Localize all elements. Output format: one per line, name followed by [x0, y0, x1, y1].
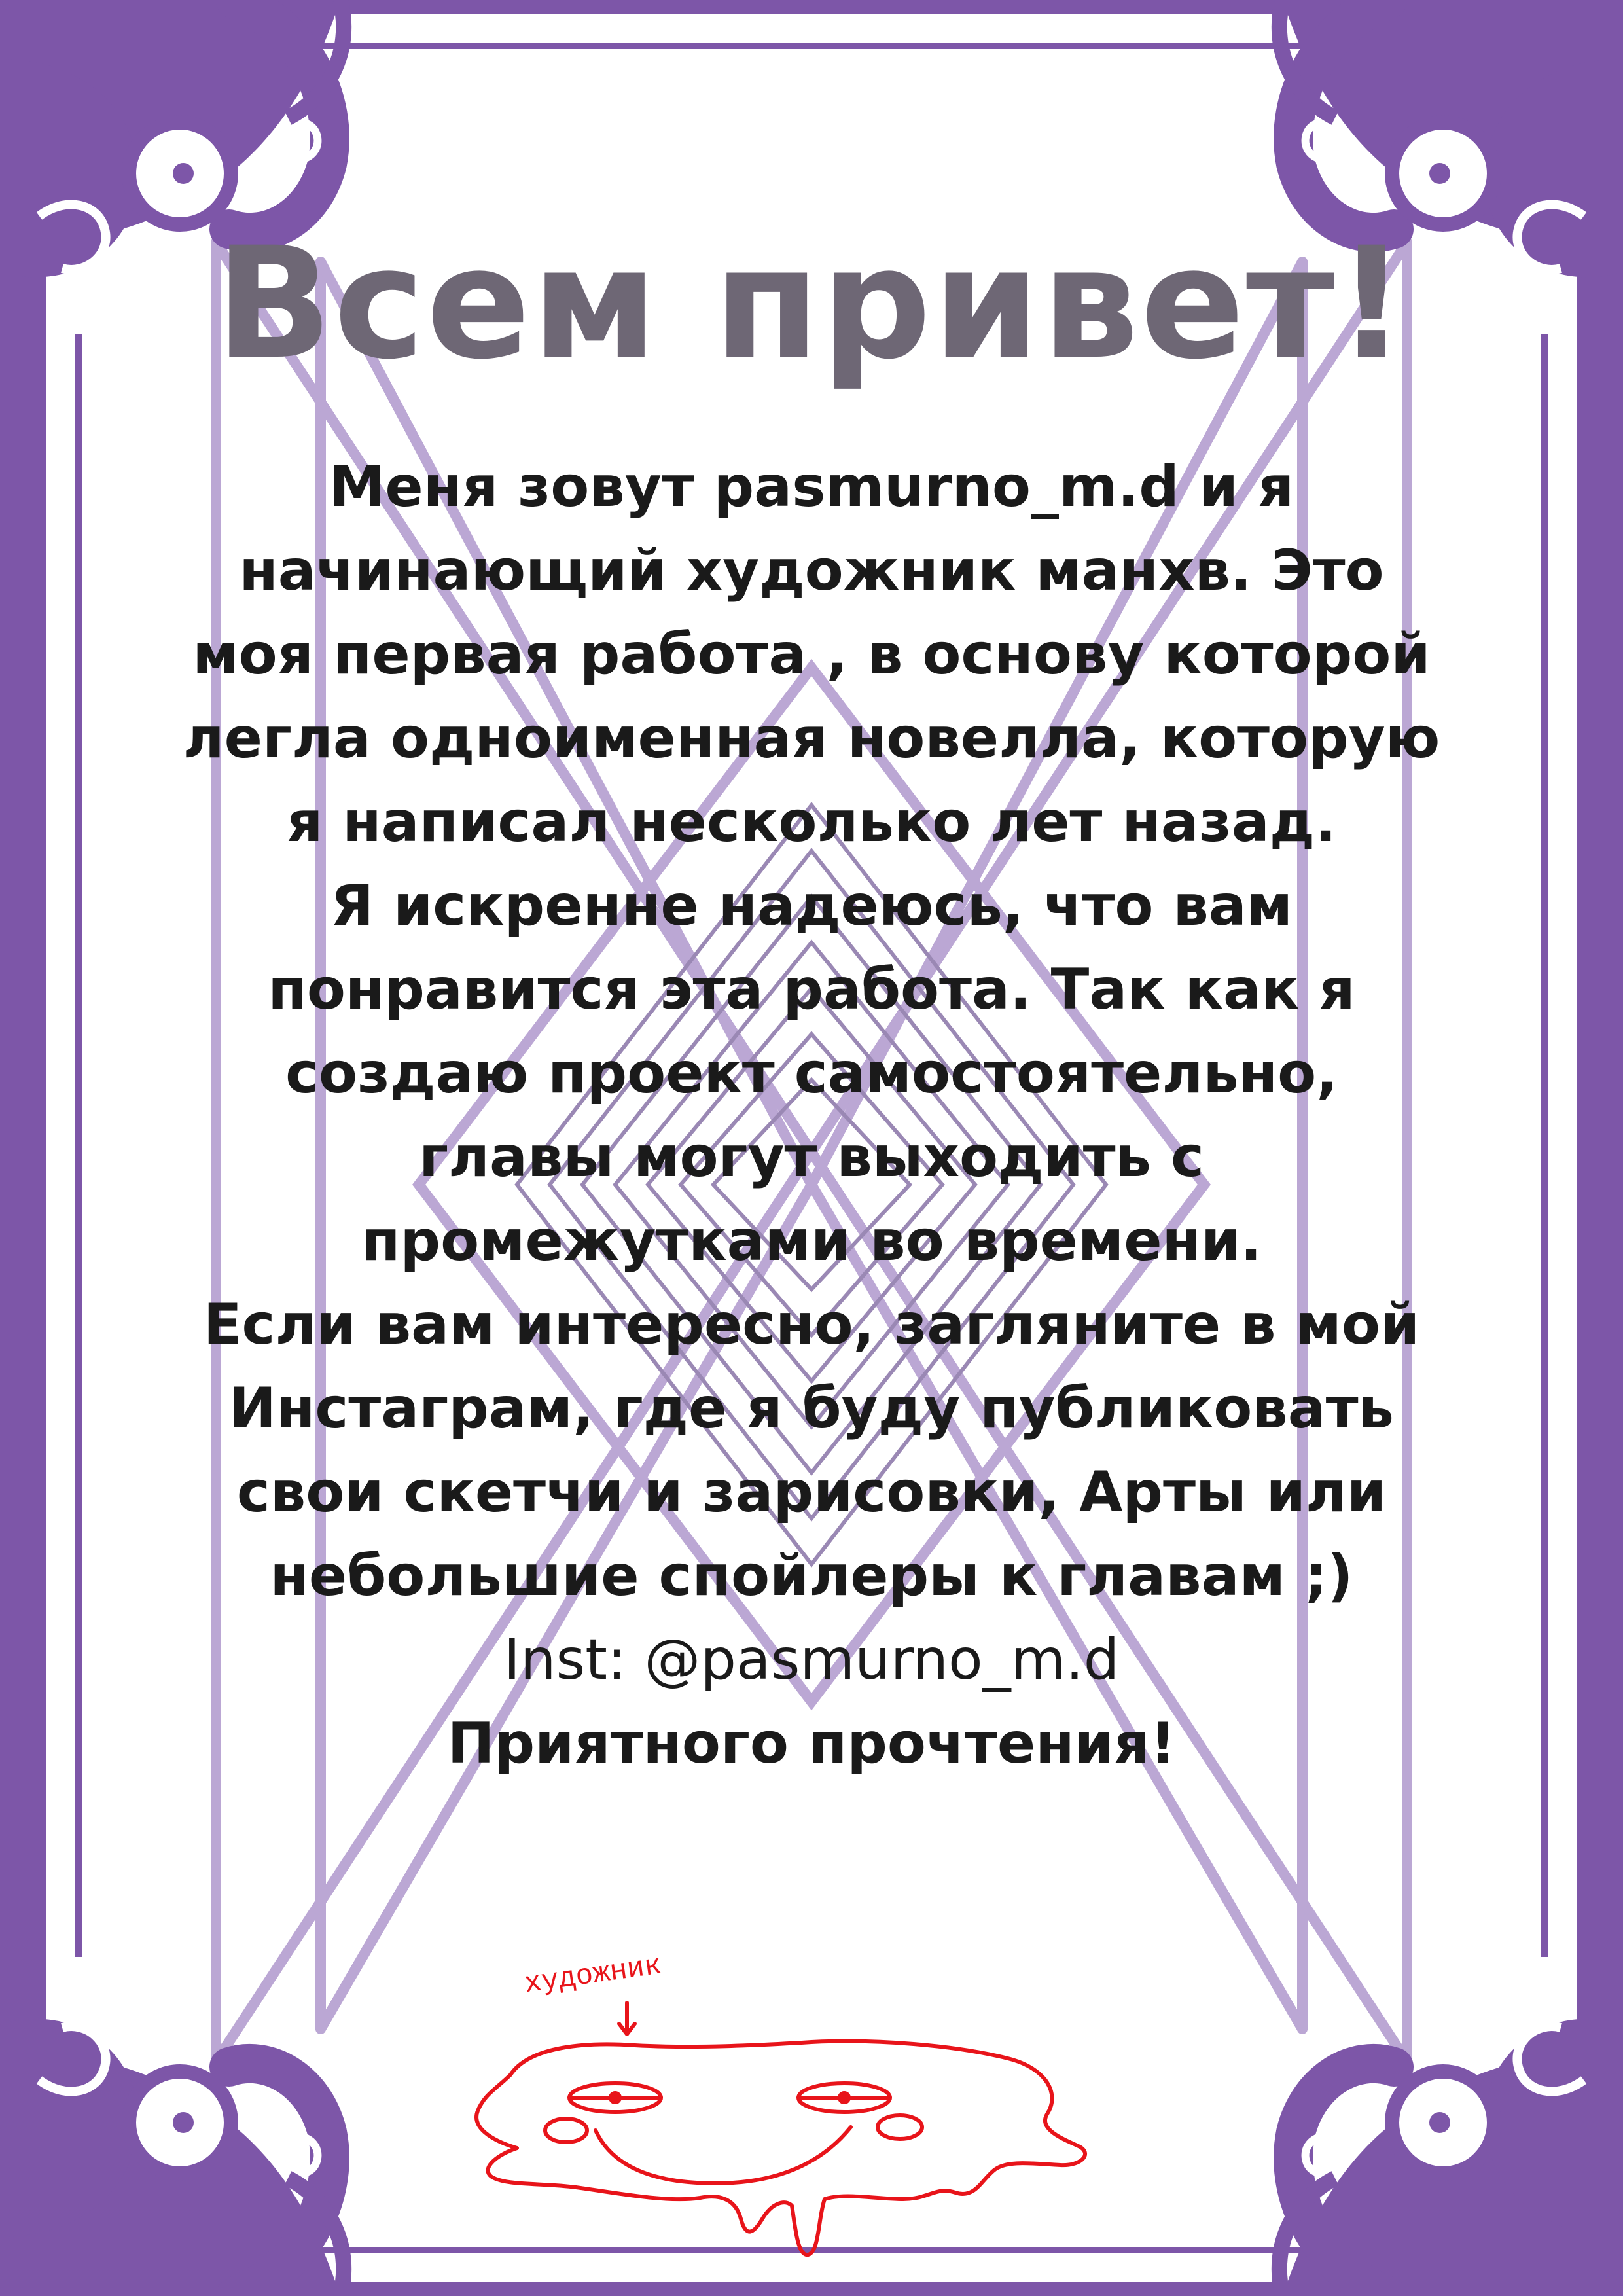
intro-line: Я искренне надеюсь, что вам — [330, 873, 1293, 939]
corner-curl-bottom-right — [1279, 2019, 1623, 2296]
corner-curl-bottom-left — [0, 2019, 344, 2296]
page-title: Всем привет! — [215, 215, 1408, 393]
instagram-handle: Inst: @pasmurno_m.d — [503, 1627, 1120, 1693]
mascot-doodle — [419, 1911, 1204, 2278]
intro-line: Если вам интересно, загляните в мой — [203, 1292, 1420, 1357]
smile-icon — [596, 2127, 851, 2183]
intro-line: легла одноименная новелла, которую — [183, 706, 1440, 771]
intro-text — [0, 445, 1623, 1785]
intro-line: промежутками во времени. — [361, 1208, 1262, 1274]
intro-line: небольшие спойлеры к главам ;) — [270, 1543, 1353, 1609]
intro-line: начинающий художник манхв. Это — [239, 538, 1384, 603]
blob-outline — [476, 2041, 1085, 2255]
intro-line: главы могут выходить с — [419, 1124, 1204, 1190]
intro-line: свои скетчи и зарисовки, Арты или — [236, 1460, 1387, 1525]
closing-line: Приятного прочтения! — [447, 1711, 1176, 1776]
left-eye-icon — [569, 2083, 661, 2112]
right-cheek-icon — [878, 2115, 922, 2139]
intro-line: я написал несколько лет назад. — [287, 789, 1336, 855]
left-cheek-icon — [545, 2119, 587, 2142]
right-eye-icon — [798, 2083, 890, 2112]
intro-line: понравится эта работа. Так как я — [268, 957, 1355, 1022]
intro-line: Инстаграм, где я буду публиковать — [229, 1376, 1394, 1441]
intro-line: создаю проект самостоятельно, — [285, 1041, 1338, 1106]
mascot-caption: художник — [522, 1949, 664, 2001]
intro-line: Меня зовут pasmurno_m.d и я — [329, 454, 1294, 520]
intro-line: моя первая работа , в основу которой — [192, 622, 1431, 687]
